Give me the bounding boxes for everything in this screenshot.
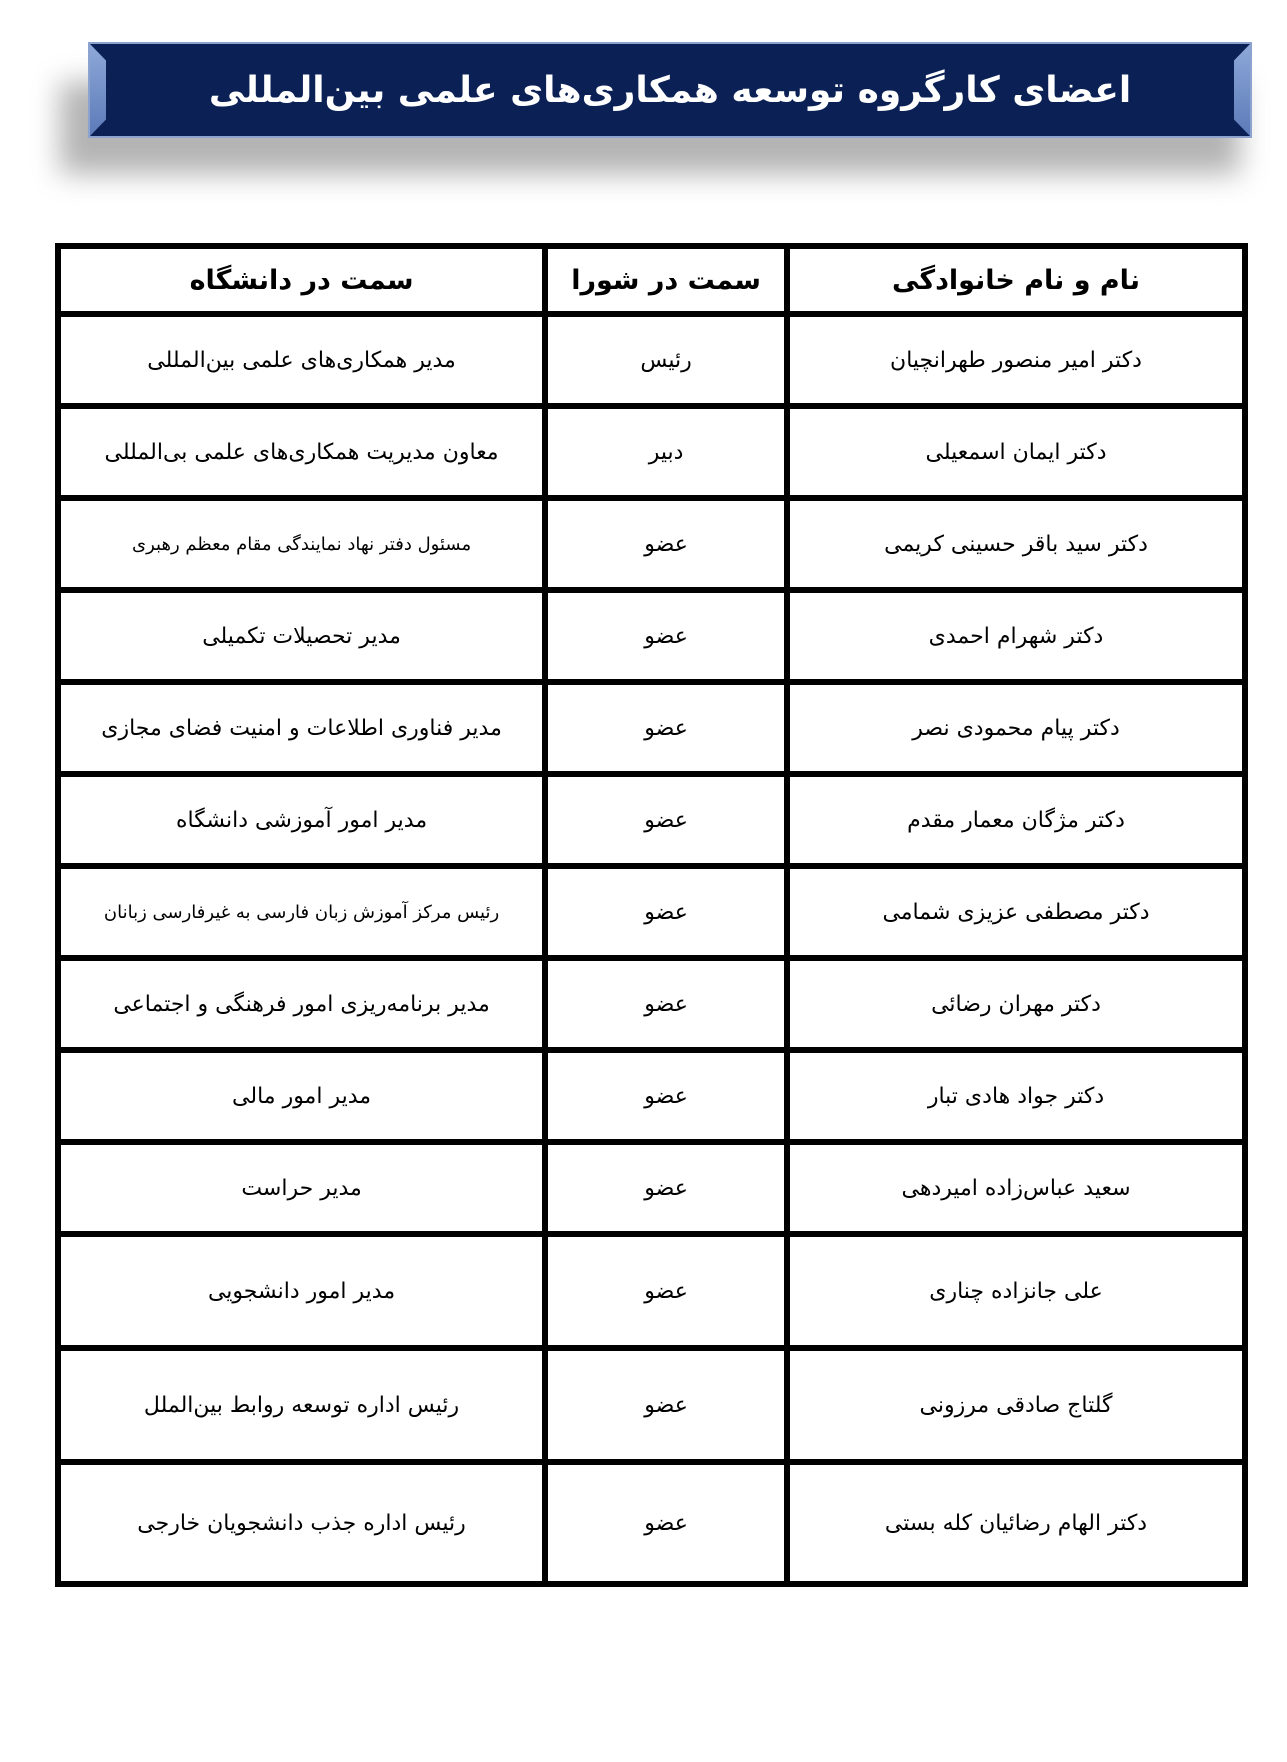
table-row xyxy=(61,777,1242,863)
cell-university-position: مدیر حراست xyxy=(61,1145,542,1231)
cell-university-position: مسئول دفتر نهاد نمایندگی مقام معظم رهبری xyxy=(61,501,542,587)
table-row xyxy=(61,1351,1242,1459)
cell-name: دکتر مصطفی عزیزی شمامی xyxy=(790,869,1242,955)
cell-name: دکتر سید باقر حسینی کریمی xyxy=(790,501,1242,587)
page-title: اعضای کارگروه توسعه همکاری‌های علمی بین‌المللی xyxy=(208,69,1132,111)
cell-university-position: مدیر تحصیلات تکمیلی xyxy=(61,593,542,679)
table-row xyxy=(61,1145,1242,1231)
cell-council-position: عضو xyxy=(548,1053,784,1139)
members-table xyxy=(55,243,1248,1587)
cell-name: دکتر الهام رضائیان کله بستی xyxy=(790,1465,1242,1581)
cell-council-position: عضو xyxy=(548,593,784,679)
table-row xyxy=(61,685,1242,771)
cell-council-position: عضو xyxy=(548,1351,784,1459)
cell-university-position: مدیر امور آموزشی دانشگاه xyxy=(61,777,542,863)
table-row xyxy=(61,961,1242,1047)
cell-university-position: مدیر برنامه‌ریزی امور فرهنگی و اجتماعی xyxy=(61,961,542,1047)
cell-council-position: عضو xyxy=(548,777,784,863)
cell-council-position: عضو xyxy=(548,1465,784,1581)
cell-name: دکتر جواد هادی تبار xyxy=(790,1053,1242,1139)
cell-name: دکتر مهران رضائی xyxy=(790,961,1242,1047)
cell-university-position: رئیس مرکز آموزش زبان فارسی به غیرفارسی زبانان xyxy=(61,869,542,955)
cell-name: دکتر امیر منصور طهرانچیان xyxy=(790,317,1242,403)
header-university-position: سمت در دانشگاه xyxy=(61,249,542,311)
table-row xyxy=(61,317,1242,403)
cell-name: دکتر ایمان اسمعیلی xyxy=(790,409,1242,495)
cell-council-position: عضو xyxy=(548,685,784,771)
table-row xyxy=(61,593,1242,679)
cell-university-position: معاون مدیریت همکاری‌های علمی بی‌المللی xyxy=(61,409,542,495)
cell-university-position: مدیر فناوری اطلاعات و امنیت فضای مجازی xyxy=(61,685,542,771)
cell-council-position: عضو xyxy=(548,1145,784,1231)
table-header-row xyxy=(61,249,1242,311)
cell-university-position: مدیر همکاری‌های علمی بین‌المللی xyxy=(61,317,542,403)
table-row xyxy=(61,1237,1242,1345)
header-name: نام و نام خانوادگی xyxy=(790,249,1242,311)
table-row xyxy=(61,1465,1242,1581)
table-row xyxy=(61,1053,1242,1139)
cell-university-position: مدیر امور مالی xyxy=(61,1053,542,1139)
cell-university-position: رئیس اداره توسعه روابط بین‌الملل xyxy=(61,1351,542,1459)
cell-council-position: عضو xyxy=(548,961,784,1047)
cell-council-position: دبیر xyxy=(548,409,784,495)
table-row xyxy=(61,501,1242,587)
cell-council-position: عضو xyxy=(548,869,784,955)
cell-university-position: مدیر امور دانشجویی xyxy=(61,1237,542,1345)
cell-council-position: رئیس xyxy=(548,317,784,403)
cell-council-position: عضو xyxy=(548,1237,784,1345)
cell-name: گلتاج صادقی مرزونی xyxy=(790,1351,1242,1459)
cell-name: دکتر شهرام احمدی xyxy=(790,593,1242,679)
header-council-position: سمت در شورا xyxy=(548,249,784,311)
table-row xyxy=(61,409,1242,495)
table-row xyxy=(61,869,1242,955)
table-body xyxy=(61,317,1242,1581)
cell-name: سعید عباس‌زاده امیردهی xyxy=(790,1145,1242,1231)
cell-council-position: عضو xyxy=(548,501,784,587)
cell-name: دکتر پیام محمودی نصر xyxy=(790,685,1242,771)
cell-name: علی جانزاده چناری xyxy=(790,1237,1242,1345)
cell-name: دکتر مژگان معمار مقدم xyxy=(790,777,1242,863)
title-banner xyxy=(88,42,1252,138)
cell-university-position: رئیس اداره جذب دانشجویان خارجی xyxy=(61,1465,542,1581)
